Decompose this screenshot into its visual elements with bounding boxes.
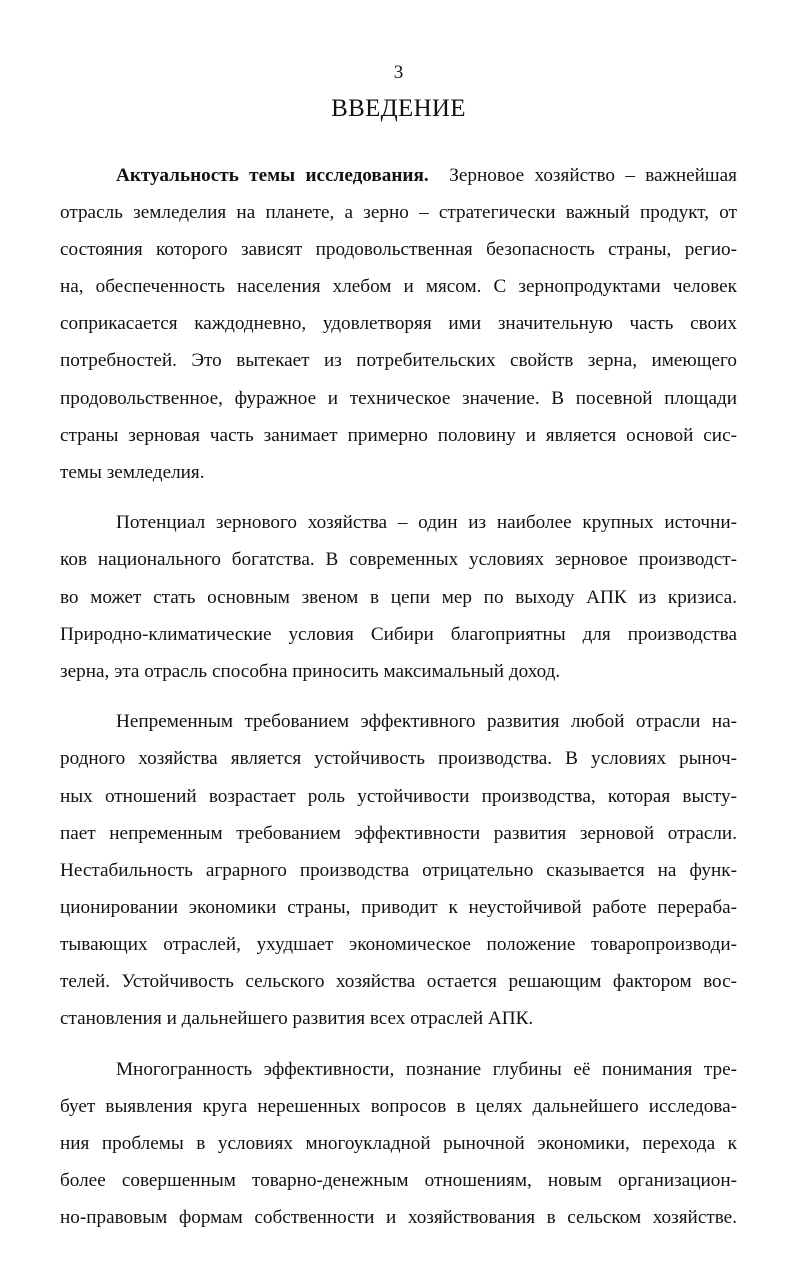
paragraph-line: страны зерновая часть занимает примерно половину и является основой сис-	[60, 424, 737, 446]
paragraph-stability	[60, 703, 737, 1037]
paragraph-line-text: Зерновое хозяйство – важнейшая	[449, 165, 737, 186]
paragraph-line: бует выявления круга нерешенных вопросов в целях дальнейшего исследова-	[60, 1095, 737, 1117]
paragraph-lead: Актуальность темы исследования.	[116, 165, 429, 186]
paragraph-line: во может стать основным звеном в цепи мер по выходу АПК из кризиса.	[60, 586, 737, 608]
paragraph-line: пает непременным требованием эффективности развития зерновой отрасли.	[60, 822, 737, 844]
paragraph-line: на, обеспеченность населения хлебом и мясом. С зернопродуктами человек	[60, 276, 737, 298]
paragraph-line: родного хозяйства является устойчивость производства. В условиях рыноч-	[60, 748, 737, 770]
paragraph-line: потребностей. Это вытекает из потребительских свойств зерна, имеющего	[60, 350, 737, 372]
page-number: 3	[393, 62, 404, 83]
paragraph-line: состояния которого зависят продовольственная безопасность страны, регио-	[60, 239, 737, 261]
paragraph-potential	[60, 504, 737, 689]
paragraph-line: отрасль земледелия на планете, а зерно – стратегически важный продукт, от	[60, 202, 737, 224]
paragraph-line: Непременным требованием эффективного развития любой отрасли на-	[116, 711, 737, 733]
paragraph-line: Многогранность эффективности, познание глубины её понимания тре-	[116, 1058, 737, 1080]
paragraph-efficiency	[60, 1051, 737, 1236]
paragraph-line: продовольственное, фуражное и техническое значение. В посевной площади	[60, 387, 737, 409]
paragraph-line: но-правовым формам собственности и хозяйствования в сельском хозяйстве.	[60, 1207, 737, 1229]
paragraph-line: ния проблемы в условиях многоукладной рыночной экономики, перехода к	[60, 1132, 737, 1154]
paragraph-line	[60, 157, 737, 194]
paragraph-line: становления и дальнейшего развития всех отраслей АПК.	[60, 1008, 534, 1030]
paragraph-relevance	[60, 157, 737, 491]
body-text	[60, 157, 737, 1236]
paragraph-line: ционировании экономики страны, приводит к неустойчивой работе перераба-	[60, 896, 737, 918]
paragraph-line: соприкасается каждодневно, удовлетворяя ими значительную часть своих	[60, 313, 737, 335]
paragraph-line: Природно-климатические условия Сибири благоприятны для производства	[60, 623, 737, 645]
paragraph-line: Нестабильность аграрного производства отрицательно сказывается на функ-	[60, 859, 737, 881]
page-title: ВВЕДЕНИЕ	[331, 95, 466, 122]
paragraph-line: ков национального богатства. В современных условиях зерновое производст-	[60, 549, 737, 571]
paragraph-line: более совершенным товарно-денежным отношениям, новым организацион-	[60, 1169, 737, 1191]
paragraph-line: телей. Устойчивость сельского хозяйства остается решающим фактором вос-	[60, 970, 737, 992]
paragraph-line: Потенциал зернового хозяйства – один из наиболее крупных источни-	[116, 512, 737, 534]
paragraph-line: темы земледелия.	[60, 461, 205, 483]
paragraph-line: зерна, эта отрасль способна приносить максимальный доход.	[60, 660, 561, 682]
paragraph-line: ных отношений возрастает роль устойчивости производства, которая высту-	[60, 785, 737, 807]
paragraph-line: тывающих отраслей, ухудшает экономическое положение товаропроизводи-	[60, 933, 737, 955]
